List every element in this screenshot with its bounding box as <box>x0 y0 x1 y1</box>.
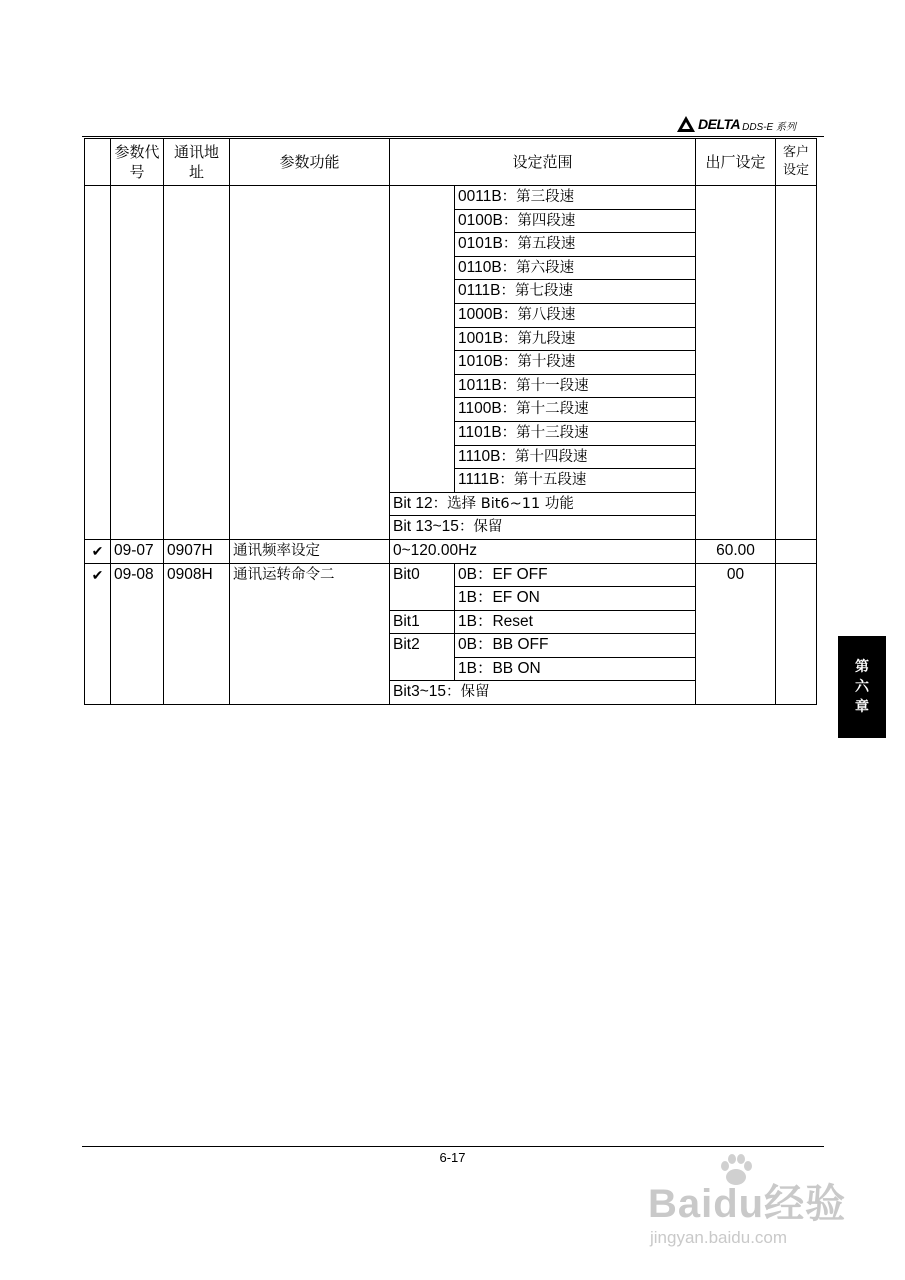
speed-row: 0011B：第三段速 <box>455 186 696 210</box>
speed-row: 0110B：第六段速 <box>455 256 696 280</box>
speed-row: 1100B：第十二段速 <box>455 398 696 422</box>
speed-row: 1011B：第十一段速 <box>455 374 696 398</box>
write-run-mark-icon: ✔ <box>85 539 111 563</box>
brand-name: DELTA <box>698 116 741 132</box>
customer-setting <box>776 563 817 705</box>
table-row <box>85 186 817 210</box>
bit1-label: Bit1 <box>390 610 455 634</box>
header-factory: 出厂设定 <box>696 139 776 186</box>
speed-row: 0111B：第七段速 <box>455 280 696 304</box>
bit0-label: Bit0 <box>390 563 455 610</box>
speed-row: 1110B：第十四段速 <box>455 445 696 469</box>
header-function: 参数功能 <box>230 139 390 186</box>
header-brand <box>676 113 826 135</box>
factory-setting: 60.00 <box>696 539 776 563</box>
bit12-row: Bit 12：选择 Bit6~11 功能 <box>390 492 696 516</box>
watermark <box>640 1150 870 1260</box>
header-row <box>85 139 817 186</box>
param-function: 通讯运转命令二 <box>230 563 390 705</box>
watermark-main: Baidu经验 <box>648 1182 847 1226</box>
bit1-reset: 1B：Reset <box>455 610 696 634</box>
bit3-reserved: Bit3~15：保留 <box>390 681 696 705</box>
comm-address: 0908H <box>164 563 230 705</box>
top-rule <box>82 136 824 137</box>
param-range: 0~120.00Hz <box>390 539 696 563</box>
chapter-tab-char: 六 <box>855 679 869 695</box>
bit2-on: 1B：BB ON <box>455 657 696 681</box>
speed-row: 1101B：第十三段速 <box>455 421 696 445</box>
chapter-tab <box>838 636 886 738</box>
param-row-0908 <box>85 563 817 587</box>
param-code: 09-08 <box>111 563 164 705</box>
speed-row: 0100B：第四段速 <box>455 209 696 233</box>
header-mark <box>85 139 111 186</box>
header-param-code: 参数代号 <box>111 139 164 186</box>
header-range: 设定范围 <box>390 139 696 186</box>
bit2-label: Bit2 <box>390 634 455 681</box>
param-code: 09-07 <box>111 539 164 563</box>
chapter-tab-char: 章 <box>855 699 869 715</box>
param-function: 通讯频率设定 <box>230 539 390 563</box>
write-run-mark-icon: ✔ <box>85 563 111 705</box>
customer-setting <box>776 539 817 563</box>
header-customer: 客户设定 <box>776 139 817 186</box>
speed-row: 1001B：第九段速 <box>455 327 696 351</box>
delta-logo-icon <box>676 115 696 133</box>
chapter-tab-char: 第 <box>855 659 869 675</box>
speed-row: 0101B：第五段速 <box>455 233 696 257</box>
header-comm-address: 通讯地址 <box>164 139 230 186</box>
series-name: DDS-E 系列 <box>742 122 796 133</box>
bit2-off: 0B：BB OFF <box>455 634 696 658</box>
param-row-0907 <box>85 539 817 563</box>
footer-rule <box>82 1146 824 1147</box>
parameter-table <box>84 138 817 705</box>
bit13-row: Bit 13~15：保留 <box>390 516 696 540</box>
bit0-off: 0B：EF OFF <box>455 563 696 587</box>
factory-setting: 00 <box>696 563 776 705</box>
speed-row: 1010B：第十段速 <box>455 351 696 375</box>
page-number: 6-17 <box>439 1150 466 1165</box>
speed-row: 1111B：第十五段速 <box>455 469 696 493</box>
watermark-url: jingyan.baidu.com <box>650 1228 788 1247</box>
comm-address: 0907H <box>164 539 230 563</box>
bit0-on: 1B：EF ON <box>455 587 696 611</box>
speed-row: 1000B：第八段速 <box>455 303 696 327</box>
